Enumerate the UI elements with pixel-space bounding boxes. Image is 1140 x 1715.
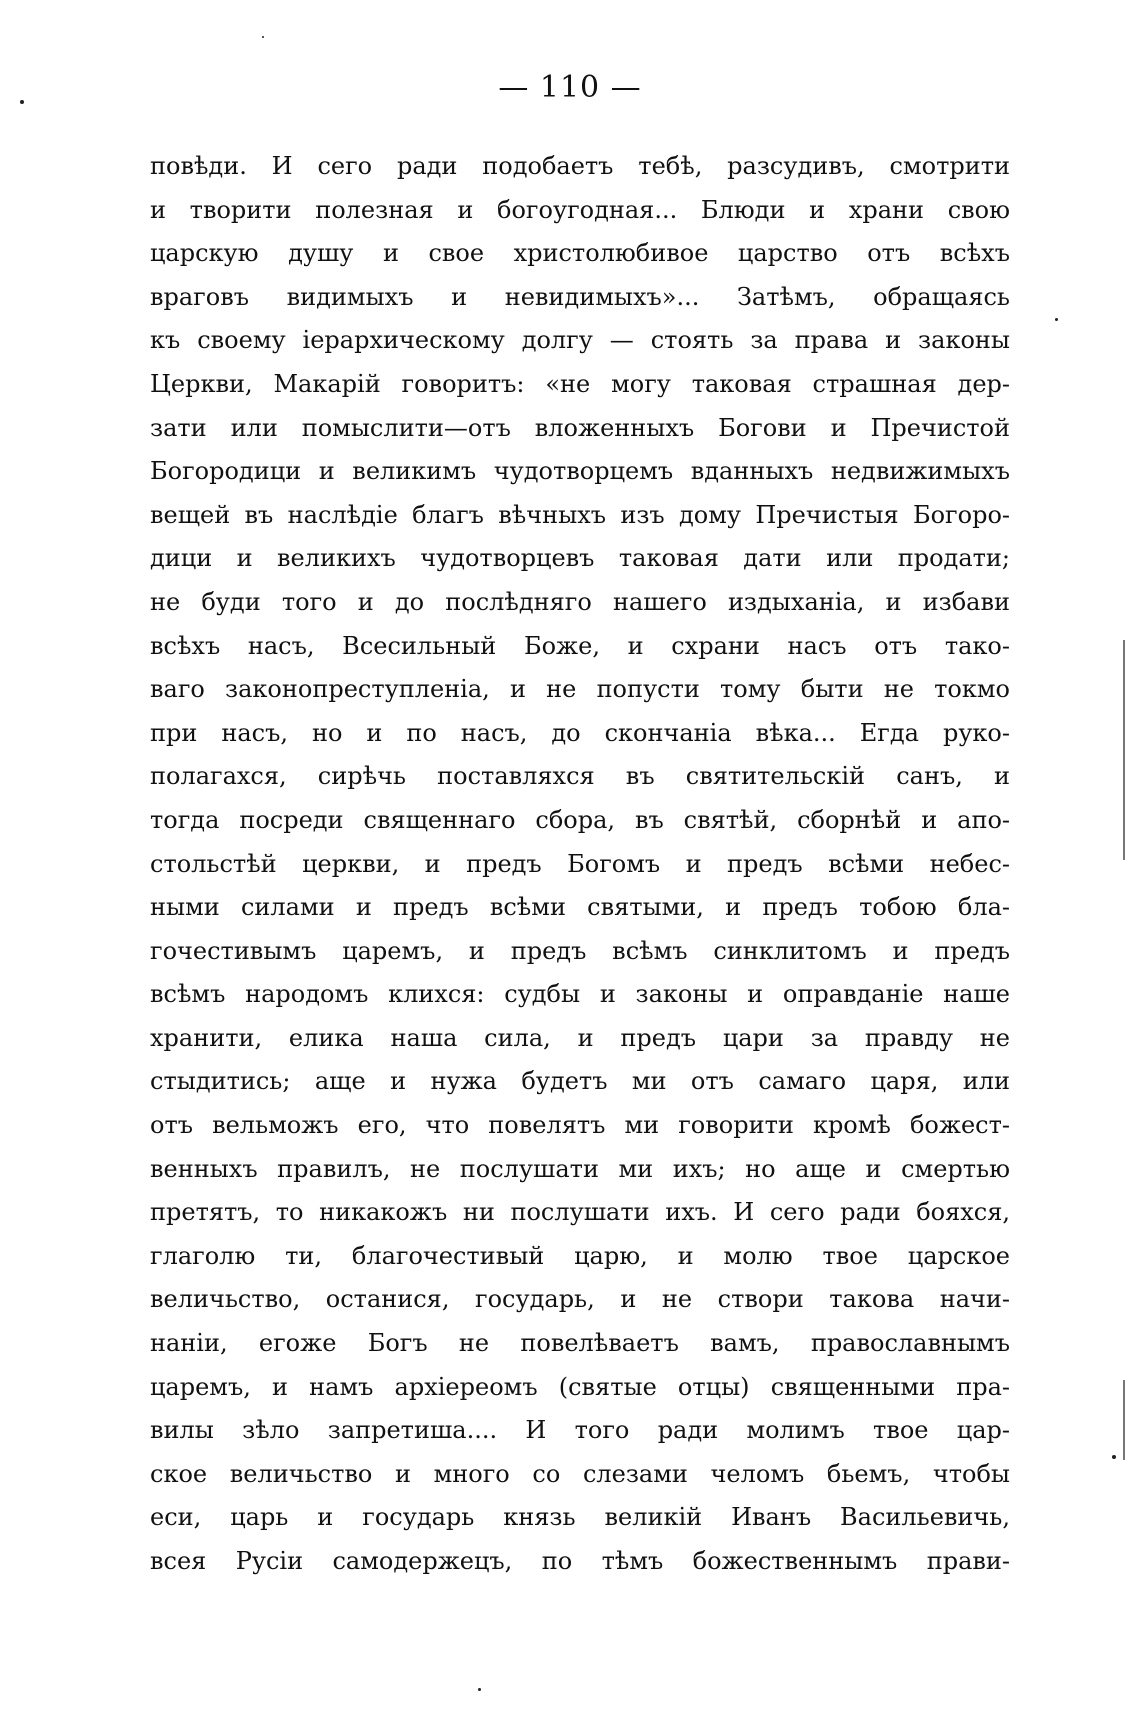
text-line: стыдитись; аще и нужа будетъ ми отъ самаго царя, или [150,1067,1010,1096]
text-line: повѣди. И сего ради подобаетъ тебѣ, разсудивъ, смотрити [150,152,1010,180]
scan-margin-line-lower [1123,1380,1125,1460]
text-line: гочестивымъ царемъ, и предъ всѣмъ синклитомъ и предъ [150,936,1010,965]
body-text [150,145,1010,1584]
text-line: всея Русіи самодержецъ, по тѣмъ божественнымъ прави- [150,1547,1010,1575]
text-line: глаголю ти, благочестивый царю, и молю твое царское [150,1241,1010,1270]
text-line: стольстѣй церкви, и предъ Богомъ и предъ всѣми небес- [150,849,1010,878]
text-line: и творити полезная и богоугодная... Блюди и храни свою [150,195,1010,224]
text-line: враговъ видимыхъ и невидимыхъ»... Затѣмъ, обращаясь [150,282,1010,311]
text-line: тогда посреди священнаго сбора, въ святѣй, сборнѣй и апо- [150,805,1010,834]
text-line: наніи, егоже Богъ не повелѣваетъ вамъ, православнымъ [150,1329,1010,1358]
text-line: всѣмъ народомъ клихся: судбы и законы и оправданіе наше [150,980,1010,1009]
text-line: ваго законопреступленіа, и не попусти тому быти не токмо [150,675,1010,704]
text-line: Богородици и великимъ чудотворцемъ вданныхъ недвижимыхъ [150,457,1010,486]
text-line: вилы зѣло запретиша.... И того ради молимъ твое цар- [150,1416,1010,1445]
text-line: не буди того и до послѣдняго нашего издыханіа, и избави [150,587,1010,616]
scan-margin-line [1123,640,1125,860]
text-line: отъ вельможъ его, что повелятъ ми говорити кромѣ божест- [150,1111,1010,1140]
page-number: — 110 — [498,70,642,105]
text-line: къ своему іерархическому долгу — стоять за права и законы [150,326,1010,355]
text-line: венныхъ правилъ, не послушати ми ихъ; но аще и смертью [150,1154,1010,1183]
text-line: Церкви, Макарій говоритъ: «не могу таковая страшная дер- [150,369,1010,398]
text-line: дици и великихъ чудотворцевъ таковая дати или продати; [150,544,1010,573]
text-line: ными силами и предъ всѣми святыми, и предъ тобою бла- [150,893,1010,922]
text-line: царскую душу и свое христолюбивое царство отъ всѣхъ [150,239,1010,268]
text-line: при насъ, но и по насъ, до скончаніа вѣка... Егда руко- [150,718,1010,747]
text-line: ское величьство и много со слезами челомъ бьемъ, чтобы [150,1459,1010,1488]
text-line: вещей въ наслѣдіе благъ вѣчныхъ изъ дому Пречистыя Богоро- [150,500,1010,529]
text-line: величьство, останися, государь, и не створи такова начи- [150,1285,1010,1314]
text-line: хранити, елика наша сила, и предъ цари за правду не [150,1023,1010,1052]
text-line: царемъ, и намъ архіереомъ (святые отцы) священными пра- [150,1372,1010,1401]
text-line: зати или помыслити—отъ вложенныхъ Богови и Пречистой [150,413,1010,442]
text-line: всѣхъ насъ, Всесильный Боже, и схрани насъ отъ тако- [150,631,1010,660]
text-line: полагахся, сирѣчь поставляхся въ святительскій санъ, и [150,762,1010,791]
text-line: еси, царь и государь князь великій Иванъ Васильевичь, [150,1503,1010,1532]
text-line: претятъ, то никакожъ ни послушати ихъ. И сего ради бояхся, [150,1198,1010,1227]
